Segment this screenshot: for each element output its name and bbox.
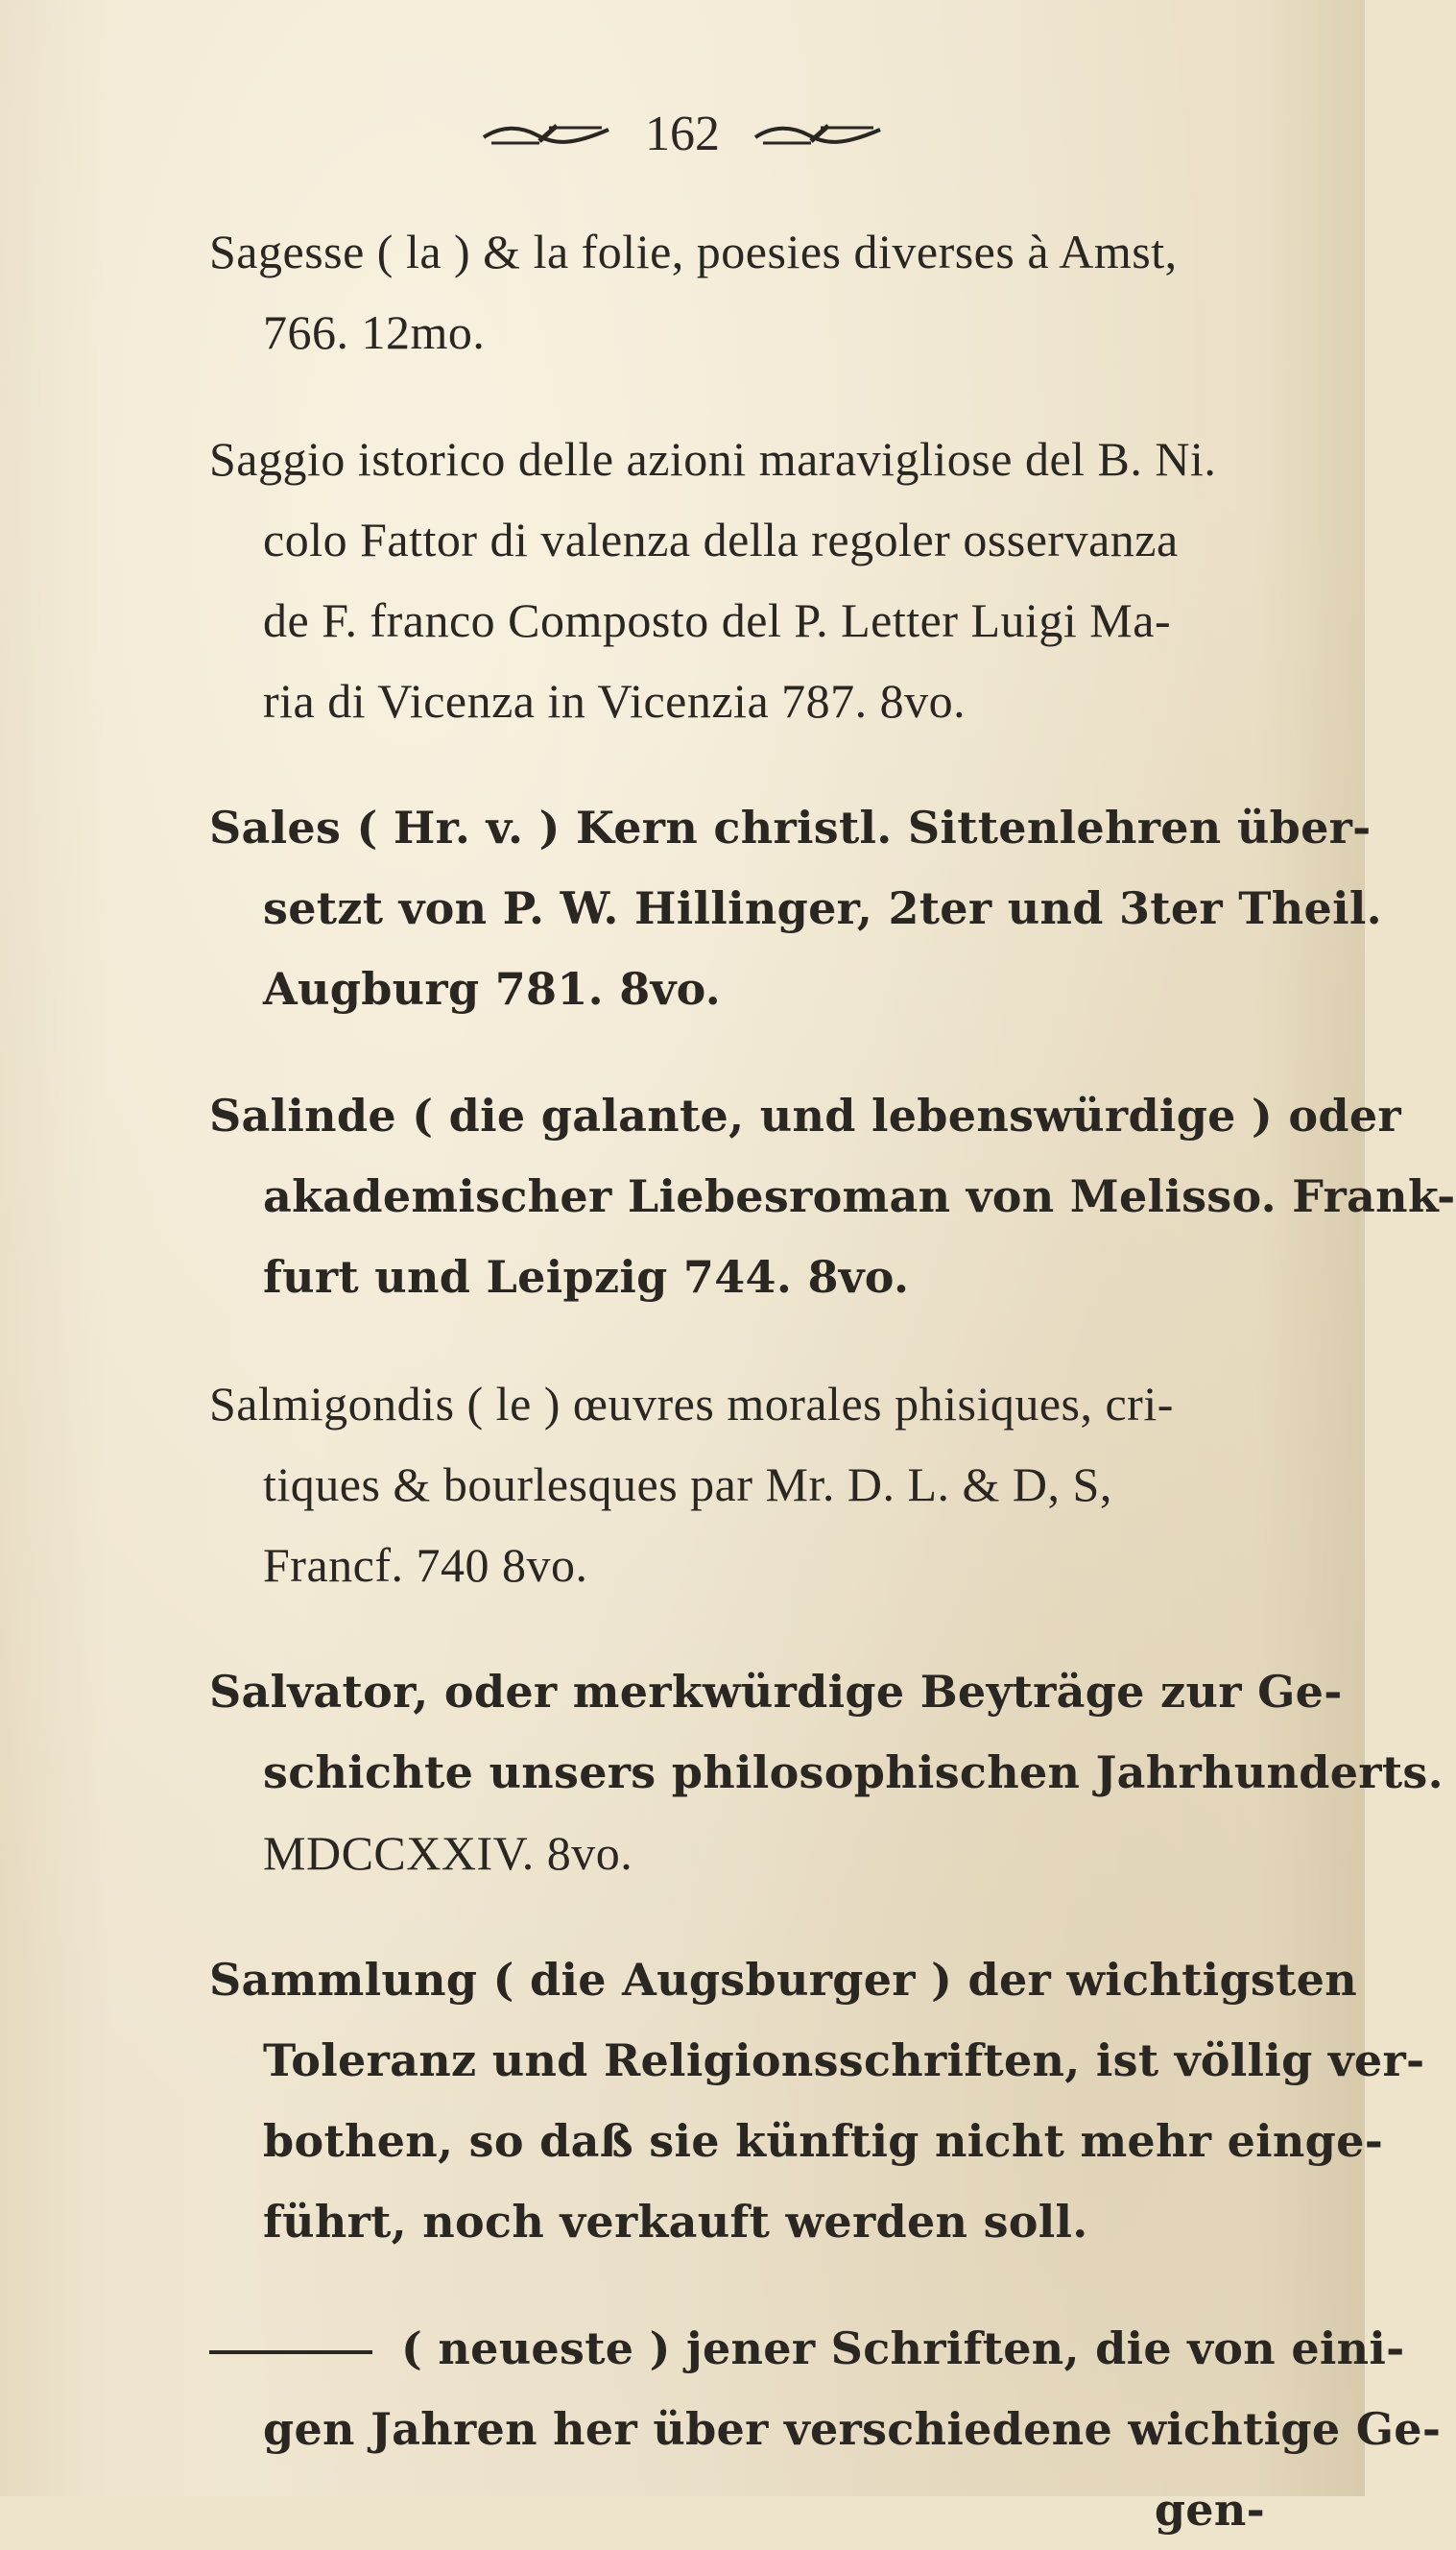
entry-line: gen Jahren her über verschiedene wichtige Ge- xyxy=(263,2403,1442,2455)
ornament-right-icon xyxy=(753,120,883,149)
entry-line: Sagesse ( la ) & la folie, poesies diverses à Amst, xyxy=(209,225,1178,278)
entry-line: Sales ( Hr. v. ) Kern christl. Sittenlehren über- xyxy=(209,802,1372,854)
entry-line: bothen, so daß sie künftig nicht mehr einge- xyxy=(263,2115,1384,2167)
page-header xyxy=(0,106,1365,162)
entry-line: de F. franco Composto del P. Letter Luigi Ma- xyxy=(263,593,1172,647)
entry-line: ria di Vicenza in Vicenzia 787. 8vo. xyxy=(263,674,967,728)
entry-line: 766. 12mo. xyxy=(263,305,486,359)
entry-line: Salmigondis ( le ) œuvres morales phisiques, cri- xyxy=(209,1377,1174,1431)
entry-line: Saggio istorico delle azioni maravigliose del B. Ni. xyxy=(209,432,1217,486)
entry-line: Salinde ( die galante, und lebenswürdige ) oder xyxy=(209,1090,1401,1142)
entry-line: MDCCXXIV. 8vo. xyxy=(263,1826,633,1880)
entry-line-continuation xyxy=(209,2308,1405,2389)
catchword: gen- xyxy=(1154,2484,1265,2536)
entry-line: tiques & bourlesques par Mr. D. L. & D, S, xyxy=(263,1457,1112,1511)
entry-line: furt und Leipzig 744. 8vo. xyxy=(263,1251,910,1303)
entry-line: Augburg 781. 8vo. xyxy=(263,963,722,1015)
entry-line: Sammlung ( die Augsburger ) der wichtigsten xyxy=(209,1954,1357,2006)
entry-line: schichte unsers philosophischen Jahrhunderts. xyxy=(263,1746,1444,1798)
entry-line: Salvator, oder merkwürdige Beyträge zur Ge- xyxy=(209,1666,1343,1718)
entry-line: colo Fattor di valenza della regoler osservanza xyxy=(263,513,1179,566)
ditto-dash xyxy=(209,2350,372,2354)
entry-line: Francf. 740 8vo. xyxy=(263,1538,588,1592)
entry-line: Toleranz und Religionsschriften, ist völlig ver- xyxy=(263,2034,1425,2086)
catalog-entries xyxy=(209,211,1456,2550)
entry-line: führt, noch verkauft werden soll. xyxy=(263,2196,1088,2248)
entry-line-text: ( neueste ) jener Schriften, die von eini- xyxy=(401,2322,1405,2374)
entry-line: setzt von P. W. Hillinger, 2ter und 3ter Theil. xyxy=(263,882,1382,934)
page-number: 162 xyxy=(645,107,720,161)
entry-line: akademischer Liebesroman von Melisso. Frank- xyxy=(263,1170,1456,1222)
ornament-left-icon xyxy=(482,120,611,149)
